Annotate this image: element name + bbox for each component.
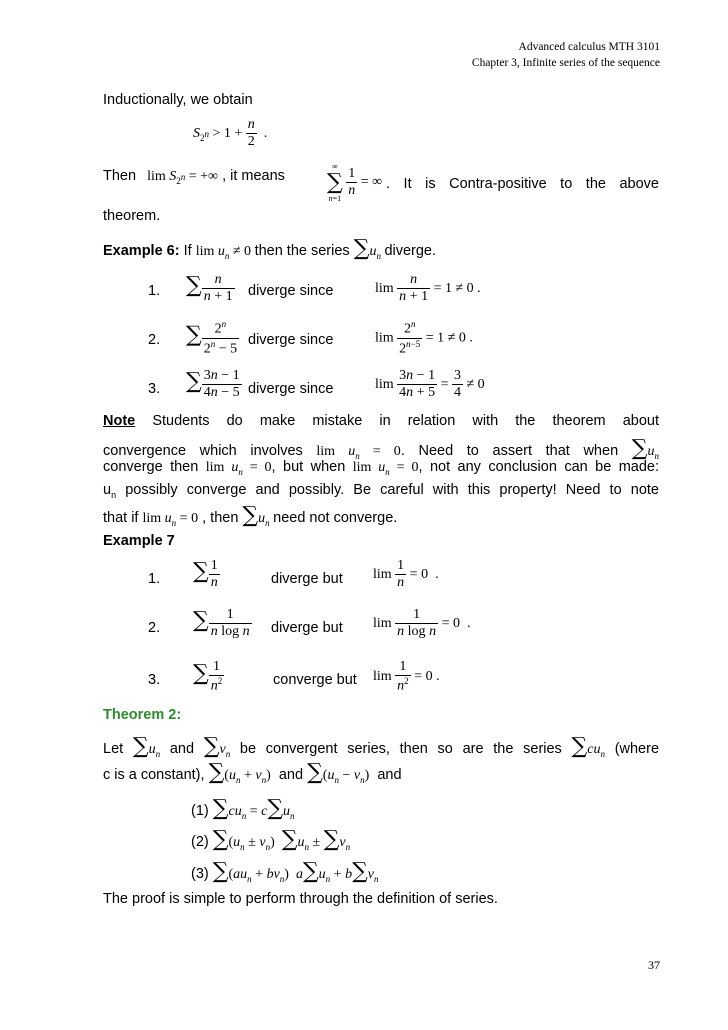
ex7-item-2-num: 2. — [148, 620, 161, 636]
theorem2-c-const: c is a constant), — [103, 767, 205, 783]
intro-line: Inductionally, we obtain — [103, 92, 253, 108]
ex6-item-2-num: 2. — [148, 332, 161, 348]
page-number: 37 — [648, 958, 660, 972]
ex7-item-3-sum: ∑ $\frac{1}{n^2}$ — [193, 659, 223, 694]
note-un-sub: n — [111, 489, 117, 500]
ex6-item-1-limit: lim $\frac{n}{n + 1}$ = 1 ≠ 0 . — [375, 272, 481, 305]
ex7-item-1-note: diverge but — [271, 571, 343, 587]
ex7-item-1-sum: ∑ $\frac{1}{n}$ — [193, 558, 218, 591]
note-text-3a: converge then — [103, 459, 199, 475]
example6-diverge: diverge. — [384, 243, 437, 259]
note-line-1 — [103, 413, 659, 429]
ex6-item-3-note: diverge since — [248, 381, 334, 397]
ex6-item-1-sum: ∑ $\frac{n}{n + 1}$ — [186, 272, 233, 305]
ex7-item-3-limit: lim $\frac{1}{n^2}$ = 0 . — [373, 659, 440, 694]
note-text-1: Students do make mistake in relation with the theorem about — [152, 413, 659, 429]
lim-un-neq-0: $\lim u_n \ne 0$ — [195, 244, 255, 261]
sum-one-over-n: ∞ ∑ n=1 $\frac{1}{n}$ = ∞ — [327, 162, 383, 204]
example7-label: Example 7 — [103, 533, 175, 549]
note-text-5c: need not converge. — [273, 510, 398, 526]
note-line-5: that if $\lim u_n = 0$ , then $\sum u_n$ need not converge. — [103, 503, 398, 528]
ex6-item-2-limit: lim $\frac{2^n}{2^{n-5}}$ = 1 ≠ 0 . — [375, 319, 473, 357]
theorem2-item-3: (3) $\sum(au_n + bv_n) a\sum u_n + b\sum v_n$ — [191, 859, 379, 884]
theorem2-label: Theorem 2: — [103, 707, 182, 723]
note-line-2: convergence which involves $\lim u_n = 0$. Need to assert that when $\sum u_n$ — [103, 436, 659, 461]
note-text-4: possibly converge and possibly. Be careful with this property! Need to note — [116, 482, 659, 498]
theorem2-item-1: (1) $\sum cu_n = c\sum u_n$ — [191, 796, 295, 821]
theorem2-item-2-label: (2) — [191, 834, 209, 850]
note-text-3b: , but when — [271, 459, 346, 475]
theorem2-and1: and — [169, 741, 195, 757]
sum-un: $\sum u_n$ — [353, 236, 381, 261]
header-course: Advanced calculus MTH 3101 — [518, 41, 660, 53]
ex6-item-3-limit: lim $\frac{3n - 1}{4n + 5}$ = $\frac{3}{4}$ ≠ 0 — [375, 368, 485, 401]
note-line-3: converge then $\lim u_n = 0$, but when $\lim u_n = 0$, not any conclusion can be made: — [103, 459, 659, 477]
note-un: u — [103, 482, 112, 498]
closing-sentence: The proof is simple to perform through the definition of series. — [103, 891, 498, 907]
induction-formula: $S_{2^n} > 1$ + $\frac{n}{2}$ . — [193, 117, 268, 150]
header-chapter: Chapter 3, Infinite series of the sequence — [471, 57, 660, 69]
theorem2-item-1-label: (1) — [191, 803, 209, 819]
theorem2-where: (where — [614, 741, 660, 757]
then-word: Then — [103, 168, 137, 184]
ex7-item-2-sum: ∑ $\frac{1}{\text{n log n}}$ — [193, 607, 250, 640]
note-text-5a: that if — [103, 510, 139, 526]
theorem2-item-2: (2) $\sum(u_n \pm v_n) \sum u_n \pm \sum v_n$ — [191, 827, 351, 852]
example6-then: then the series — [254, 243, 350, 259]
note-label: Note — [103, 413, 136, 429]
ex7-item-1-limit: lim $\frac{1}{n}$ = 0 . — [373, 558, 439, 591]
limit-s2n: $\lim S_{2^n}$ = +∞ — [140, 169, 219, 186]
theorem2-and3: and — [377, 767, 402, 783]
ex7-item-3-num: 3. — [148, 672, 161, 688]
contrapositive-text: . It is Contra-positive to the above — [386, 176, 659, 192]
ex7-item-2-limit: lim $\frac{1}{\text{n log n}}$ = 0 . — [373, 607, 471, 640]
ex6-item-2-note: diverge since — [248, 332, 334, 348]
note-text-2a: convergence which involves — [103, 443, 303, 459]
note-text-3c: , not any conclusion can be made: — [418, 459, 659, 475]
it-means-text: , it means — [222, 168, 285, 184]
ex6-item-3-num: 3. — [148, 381, 161, 397]
note-text-5b: , then — [202, 510, 239, 526]
theorem2-let: Let — [103, 741, 124, 757]
ex6-item-1-num: 1. — [148, 283, 161, 299]
theorem-word: theorem. — [103, 208, 161, 224]
theorem2-and2: and — [278, 767, 304, 783]
example6-if: If — [183, 243, 192, 259]
example6-label: Example 6: — [103, 243, 180, 259]
example6-header — [103, 236, 436, 261]
ex7-item-1-num: 1. — [148, 571, 161, 587]
ex7-item-2-note: diverge but — [271, 620, 343, 636]
ex6-item-1-note: diverge since — [248, 283, 334, 299]
note-text-2b: . Need to assert that when — [400, 443, 619, 459]
note-line-4 — [103, 482, 659, 500]
ex7-item-3-note: converge but — [273, 672, 357, 688]
theorem2-item-3-label: (3) — [191, 866, 209, 882]
theorem2-line-2: c is a constant), $\sum(u_n + v_n)$ and $\sum(u_n - v_n)$ and — [103, 760, 402, 785]
ex6-item-2-sum: ∑ $\frac{2^n}{2^n - 5}$ — [186, 319, 238, 357]
theorem2-be: be convergent series, then so are the series — [239, 741, 562, 757]
ex6-item-3-sum: ∑ $\frac{3n - 1}{4n - 5}$ — [186, 368, 240, 401]
theorem2-line-1: Let $\sum u_n$ and $\sum v_n$ be convergent series, then so are the series $\sum cu_n$ (where — [103, 734, 660, 759]
